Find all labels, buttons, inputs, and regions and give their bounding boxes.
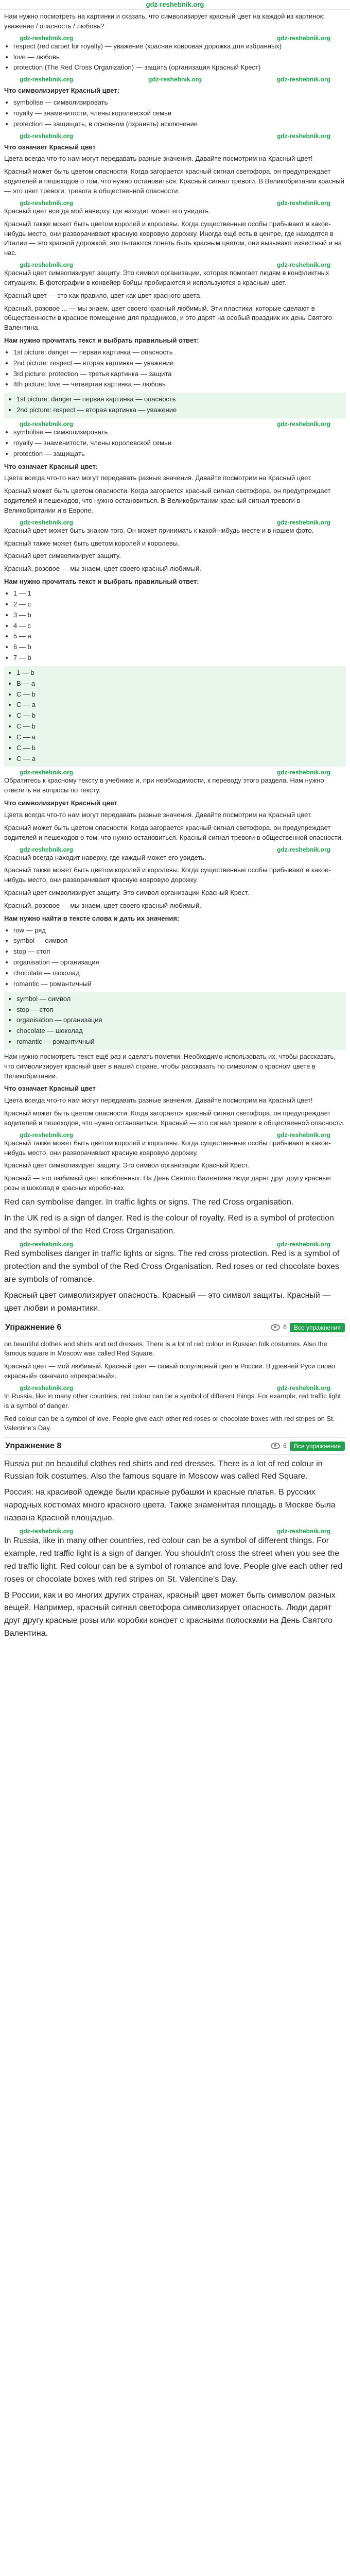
all-exercises-button[interactable]: Все упражнения [290, 1442, 345, 1451]
watermark: gdz-reshebnik.org [20, 1528, 74, 1535]
watermark-row [4, 261, 346, 268]
list-item: • protection — защищать [13, 449, 346, 459]
views-count: 6 [283, 1324, 287, 1331]
paragraph: Обратитесь к красному тексту в учебнике и, при необходимости, к переводу этого раздела. Нам нужно ответить на вопросы по тексту. [4, 776, 324, 794]
list-item: • royalty — знаменитости, члены королевской семьи [13, 109, 346, 118]
list-item: • 4th picture: love — четвёртая картинка — любовь [13, 380, 346, 389]
paragraph: In Russia, like in many other countries, red colour can be a symbol of different things. For example, red traffic light is a symbol of danger. [4, 1392, 341, 1410]
paragraph: Russia put on beautiful clothes red shirts and red dresses. There is a lot of red colour in Russian folk costumes. Also the famous square in Moscow was called Red Square. [4, 1459, 323, 1481]
intro-paragraph: Нам нужно посмотреть на картинки и сказать, что символизирует красный цвет на каждой из картинок: уважение / опасность / любовь? [4, 12, 325, 30]
answer-item: • B — a [16, 679, 343, 689]
watermark: gdz-reshebnik.org [20, 1384, 74, 1392]
watermark: gdz-reshebnik.org [276, 1528, 330, 1535]
watermark: gdz-reshebnik.org [20, 132, 74, 140]
word-list-green [7, 994, 343, 1047]
list-item: • romantic — романтичный [13, 979, 346, 989]
paragraph: Красный цвет — мой любимый. Красный цвет — самый популярный цвет в России. В древней Руси слово «красный» означало «прекрасный». [4, 1362, 336, 1380]
paragraph: Красный может быть цветом опасности. Когда загорается красный сигнал светофора, он предупреждает водителей и пешеходов, что нужно остановиться. В Великобритании красный сигнал тревоги в Великобритании и в Европе. [4, 487, 331, 514]
list-item: • stop — стоп [13, 947, 346, 957]
watermark: gdz-reshebnik.org [20, 199, 74, 207]
watermark: gdz-reshebnik.org [20, 420, 74, 428]
paragraph: Красный может быть цветом опасности. Когда загорается красный сигнал светофора, он предупреждает водителей и пешеходов о том, что нужно остановиться. Красный сигнал тревоги в общественной опасности. [4, 823, 343, 841]
block2-list [4, 348, 346, 389]
block1-subtitle: Что означает Красный цвет [4, 143, 96, 151]
paragraph: Цвета всегда что-то нам могут передавать разные значения. Давайте посмотрим на Красный цвет! [4, 1096, 313, 1105]
list-item: • symbol — символ [13, 936, 346, 946]
watermark: gdz-reshebnik.org [276, 1131, 330, 1139]
block4-title: Нам нужно прочитать текст и выбрать правильный ответ: [4, 578, 199, 586]
all-exercises-button[interactable]: Все упражнения [290, 1323, 345, 1332]
word-list [4, 926, 346, 989]
watermark: gdz-reshebnik.org [276, 76, 330, 83]
exercise-meta [271, 1442, 345, 1451]
watermark-row [4, 35, 346, 42]
paragraph: Красный цвет всегда мой наверху, где находит может его увидеть. [4, 207, 211, 215]
eye-icon [271, 1443, 280, 1449]
list-item: • 2nd picture: respect — вторая картинка — уважение [16, 405, 343, 415]
watermark: gdz-reshebnik.org [276, 261, 330, 269]
answer-item: • 6 — b [13, 642, 346, 652]
paragraph: Красный может быть цветом опасности. Когда загорается красный сигнал светофора, он предупреждает водителей и пешеходов о том, что нужно остановиться. Красный сигнал тревоги. В Великобритании красный — это цвет тревоги, тревога в общественной опасности. [4, 167, 344, 195]
list-item: • love — любовь [13, 53, 346, 62]
list-item: • 3rd picture: protection — третья картинка — защита [13, 369, 346, 379]
paragraph: Красный цвет символизирует защиту. Это символ организации Красный Крест. [4, 1161, 249, 1170]
paragraph: Красный также может быть цветом королей и королевы. Когда существенные особы прибывают в какое-нибудь место, они разворачивают красную ковровую дорожку. Иногда ещё есть в центре, где находятся в Италии — это красной дорожкой; это пытаются понять быть красным цветом, они вызывают известный и на нас. [4, 219, 342, 257]
list-item: • protection (The Red Cross Organization) — защита (организация Красный Крест) [13, 63, 346, 73]
answer-item: • C — a [16, 700, 343, 710]
watermark: gdz-reshebnik.org [276, 845, 330, 853]
answer-box [4, 992, 346, 1050]
paragraph: Красный может быть цветом опасности. Когда загорается красный сигнал светофора, он предупреждает водителей и пешеходов, что нужно остановиться. Красный — это сигнал тревоги в общественной опасности. [4, 1109, 345, 1127]
watermark: gdz-reshebnik.org [20, 261, 74, 269]
list-item: • royalty — знаменитости, члены королевской семьи [13, 438, 346, 448]
answer-item: • C — b [16, 690, 343, 700]
answer-item: • 5 — a [13, 632, 346, 641]
watermark: gdz-reshebnik.org [276, 199, 330, 207]
paragraph: Цвета всегда что-то нам могут передавать разные значения. Давайте посмотрим на Красный цвет. [4, 474, 312, 482]
exercise-header [4, 1319, 346, 1336]
intro-list [4, 42, 346, 73]
watermark-row [4, 1384, 346, 1392]
list-item: • 1st picture: danger — первая картинка — опасность [13, 348, 346, 358]
watermark: gdz-reshebnik.org [20, 845, 74, 853]
watermark-row [4, 1241, 346, 1248]
paragraph: Красный также может быть цветом королей и королевы. [4, 539, 180, 547]
exercise-title: Упражнение 8 [5, 1442, 62, 1451]
eye-icon [271, 1324, 280, 1331]
watermark: gdz-reshebnik.org [276, 1241, 330, 1248]
answer-item: • 3 — b [13, 611, 346, 620]
list-item: • stop — стоп [16, 1005, 343, 1015]
watermark: gdz-reshebnik.org [20, 34, 74, 42]
answer-item: • C — b [16, 743, 343, 753]
list-item: • organisation — организация [13, 958, 346, 968]
exercise-title: Упражнение 6 [5, 1323, 62, 1332]
list-item: • chocolate — шоколад [16, 1026, 343, 1036]
list-item: • symbolise — символизировать [13, 428, 346, 437]
paragraph: Красный цвет символизирует защиту. Это символ организации Красный Крест. [4, 889, 249, 897]
watermark-row [4, 1131, 346, 1139]
list-item: • 2nd picture: respect — вторая картинка — уважение [13, 359, 346, 368]
paragraph: on beautiful clothes and shirts and red dresses. There is a lot of red colour in Russian folk costumes. Also the famous square in Moscow was called Red Square. [4, 1340, 327, 1358]
watermark-row [4, 76, 346, 83]
site-header[interactable]: gdz-reshebnik.org [0, 0, 350, 10]
paragraph: Красный цвет символизирует защиту. Это символ организации, которая помогает людям в конфликтных ситуациях. В фотографии в конвейер бойцы пробираются и используются в красным цвет. [4, 269, 329, 286]
paragraph: Красный цвет — это как правило, цвет как цвет красного цвета. [4, 291, 202, 299]
paragraph: Красный, розовое ... — мы знаем, цвет своего красный любимый. Эти пластики, которые сделают в общественности в красное помещение для праздников, и это дарят на особый праздник их день Святого Валентина. [4, 304, 332, 332]
list-item: • chocolate — шоколад [13, 969, 346, 978]
list-item: • romantic — романтичный [16, 1037, 343, 1047]
answer-list-green [7, 668, 343, 764]
paragraph: Цвета всегда что-то нам могут передавать разные значения. Давайте посмотрим на Красный цвет. [4, 811, 312, 819]
watermark: gdz-reshebnik.org [20, 518, 74, 526]
answer-list [7, 395, 343, 415]
views-count: 6 [283, 1442, 287, 1450]
watermark: gdz-reshebnik.org [20, 1241, 74, 1248]
list-item: • symbol — символ [16, 994, 343, 1004]
list-item: • symbolise — символизировать [13, 98, 346, 108]
block3-list [4, 428, 346, 459]
watermark-row [4, 132, 346, 140]
paragraph: Нам нужно посмотреть текст ещё раз и сделать пометки. Необходимо использовать их, чтобы рассказать, что символизирует красный цвет в нашей стране, чтобы рассказать по символам о красном цвете в Великобритании. [4, 1052, 336, 1080]
paragraph: Red symbolises danger in traffic lights or signs. The red cross protection. Red is a symbol of protection and the symbol of the Red Cross Organisation. Red roses or red chocolate boxes are symbols of romance. [4, 1249, 340, 1284]
paragraph: Красный, розовое — мы знаем, цвет своего красный любимый. [4, 901, 201, 909]
watermark-row [4, 1528, 346, 1535]
watermark: gdz-reshebnik.org [20, 769, 74, 776]
list-item: • respect (red carpet for royalty) — уважение (красная ковровая дорожка для избранных) [13, 42, 346, 52]
paragraph: Красный — это любимый цвет влюблённых. На День Святого Валентина люди дарят друг другу красные розы и шоколад в красных коробочках. [4, 1174, 331, 1192]
answer-item: • C — a [16, 754, 343, 764]
block1-list [4, 98, 346, 129]
answer-item: • C — b [16, 722, 343, 732]
list-item: • protection — защищать, в основном (охранять) исключение [13, 120, 346, 129]
block1-title: Что символизирует Красный цвет: [4, 87, 120, 95]
watermark-row [4, 769, 346, 776]
watermark: gdz-reshebnik.org [276, 769, 330, 776]
watermark: gdz-reshebnik.org [276, 1384, 330, 1392]
answer-item: • 1 — 1 [13, 589, 346, 599]
block2-title: Нам нужно прочитать текст и выбрать правильный ответ: [4, 336, 199, 345]
paragraph: Красный всегда находит наверху, где каждый может его увидеть. [4, 853, 206, 861]
paragraph: Red colour can be a symbol of love. People give each other red roses or chocolate boxes with red stripes on St. Valentine's Day. [4, 1414, 335, 1432]
watermark-row [4, 846, 346, 853]
answer-item: • C — a [16, 733, 343, 742]
watermark: gdz-reshebnik.org [20, 1131, 74, 1139]
block3-subtitle: Что означает Красный цвет: [4, 462, 98, 470]
paragraph: Красный также может быть цветом королей и королевы. Когда существенные особы прибывают в какое-нибудь место, они разворачивают красную ковровую дорожку. [4, 866, 331, 884]
watermark: gdz-reshebnik.org [276, 420, 330, 428]
watermark: gdz-reshebnik.org [148, 76, 202, 83]
watermark: gdz-reshebnik.org [276, 34, 330, 42]
watermark: gdz-reshebnik.org [20, 76, 74, 83]
list-item: • organisation — организация [16, 1015, 343, 1025]
list-item: • row — ряд [13, 926, 346, 936]
paragraph: Красный, розовое — мы знаем, цвет своего красный любимый. [4, 565, 201, 573]
answer-box [4, 666, 346, 767]
exercise-meta [271, 1323, 345, 1332]
paragraph: Красный цвет может быть знаком того. Он может принимать к какой-нибудь месте и в нашем фото. [4, 526, 314, 534]
paragraph: В России, как и во многих других странах, красный цвет может быть символом разных вещей. Например, красный сигнал светофора символизирует опасность. Люди дарят друг другу красные розы или коробки конфет с красными полосками на День Святого Валентина. [4, 1590, 336, 1638]
paragraph: Красный цвет символизирует защиту. [4, 552, 121, 560]
paragraph: Россия: на красивой одежде были красные рубашки и красные платья. В русских народных костюмах много красного цвета. Также знаменитая площадь в Москве была названа Красной площадью. [4, 1488, 336, 1522]
watermark-row [4, 420, 346, 428]
paragraph: In Russia, like in many other countries, red colour can be a symbol of different things. For example, red traffic light is a sign of danger. You shouldn't cross the street when you see the red traffic light. Red colour can be a symbol of romance and love. People give each other red roses or chocolate boxes with red stripes on St. Valentine's Day. [4, 1536, 342, 1584]
answer-item: • 7 — b [13, 653, 346, 663]
block7-subtitle: Что означает Красный цвет [4, 1084, 96, 1093]
paragraph: Цвета всегда что-то нам могут передавать разные значения. Давайте посмотрим на Красный цвет! [4, 155, 313, 163]
paragraph: Red can symbolise danger. In traffic lights or signs. The red Cross organisation. [4, 1198, 294, 1207]
watermark-row [4, 519, 346, 526]
watermark: gdz-reshebnik.org [276, 518, 330, 526]
list-item: • 1st picture: danger — первая картинка — опасность [16, 395, 343, 404]
paragraph: Красный цвет символизирует опасность. Красный — это символ защиты. Красный — цвет любви и романтики. [4, 1291, 331, 1313]
answer-box [4, 393, 346, 418]
answer-item: • 4 — c [13, 621, 346, 631]
paragraph: Красный также может быть цветом королей и королевы. Когда существенные особы прибывают в какое-нибудь место, они разворачивают красную ковровую дорожку. [4, 1139, 331, 1157]
watermark-row [4, 199, 346, 207]
answer-list [4, 589, 346, 663]
paragraph: In the UK red is a sign of danger. Red is the colour of royalty. Red is a symbol of protection and the symbol of the Red Cross Organisation. [4, 1213, 334, 1235]
block6-title: Нам нужно найти в тексте слова и дать их значения: [4, 914, 180, 922]
exercise-header [4, 1437, 346, 1454]
watermark: gdz-reshebnik.org [276, 132, 330, 140]
answer-item: • C — b [16, 711, 343, 721]
block5-title: Что символизирует Красный цвет [4, 799, 117, 807]
answer-item: • 1 — b [16, 668, 343, 678]
answer-item: • 2 — c [13, 600, 346, 609]
